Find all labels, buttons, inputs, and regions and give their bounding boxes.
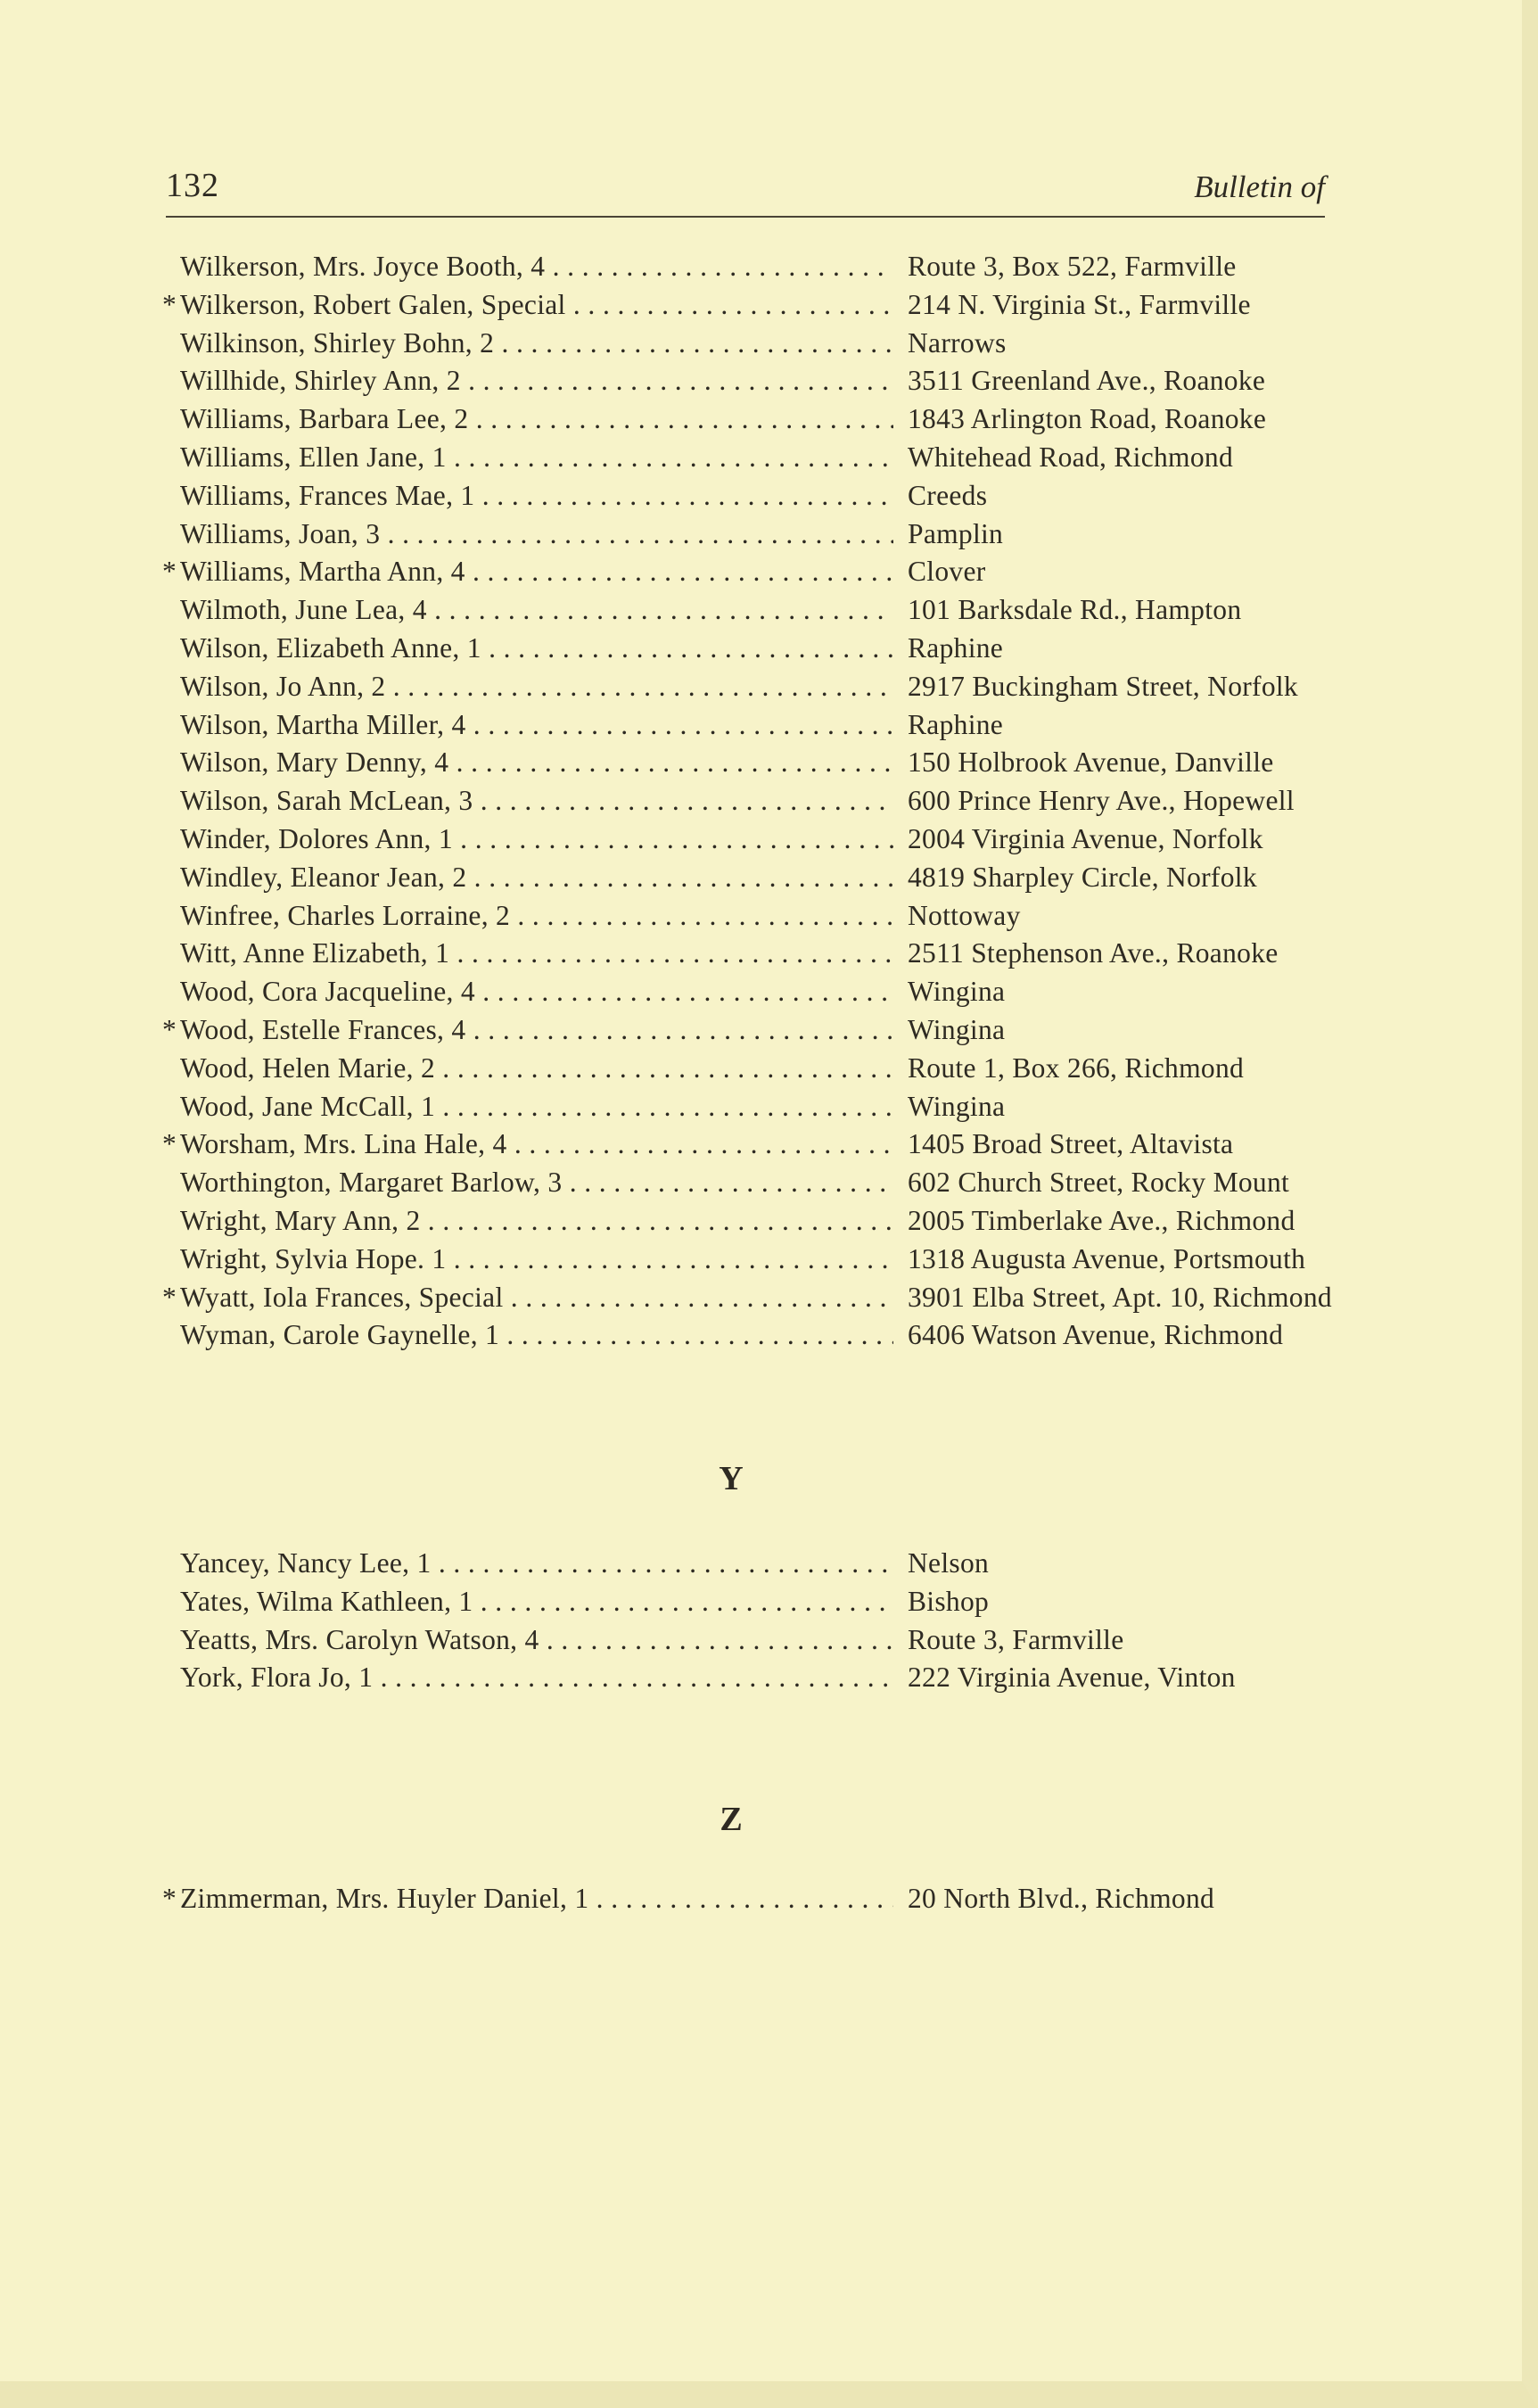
directory-entry bbox=[166, 1316, 1325, 1355]
alumna-marker: * bbox=[162, 1281, 177, 1313]
entry-name: Wilkerson, Robert Galen, Special . . . bbox=[180, 286, 893, 325]
directory-entry bbox=[166, 400, 1325, 439]
entry-name: Wilkinson, Shirley Bohn, 2 . . . bbox=[180, 325, 893, 363]
directory-entry bbox=[166, 1545, 1325, 1583]
directory-list-z bbox=[162, 1880, 1325, 1918]
entry-address: 6406 Watson Avenue, Richmond bbox=[904, 1316, 1283, 1355]
entry-address: Raphine bbox=[904, 630, 1003, 668]
entry-address: Wingina bbox=[904, 973, 1005, 1011]
entry-name: Yancey, Nancy Lee, 1 . . . bbox=[180, 1545, 893, 1583]
directory-entry bbox=[162, 1011, 1325, 1050]
entry-address: Pamplin bbox=[904, 515, 1003, 554]
entry-address: 3901 Elba Street, Apt. 10, Richmond bbox=[904, 1279, 1332, 1317]
entry-name: Wilson, Jo Ann, 2 . . . bbox=[180, 668, 893, 706]
directory-entry bbox=[162, 1279, 1332, 1317]
entry-address: 150 Holbrook Avenue, Danville bbox=[904, 744, 1274, 782]
directory-entry bbox=[166, 1621, 1325, 1660]
entry-address: 222 Virginia Avenue, Vinton bbox=[904, 1659, 1236, 1697]
entry-name: Worsham, Mrs. Lina Hale, 4 . . . bbox=[180, 1126, 893, 1164]
entry-name: Williams, Joan, 3 . . . bbox=[180, 515, 893, 554]
entry-name: Williams, Barbara Lee, 2 . . . bbox=[180, 400, 893, 439]
directory-entry bbox=[166, 1241, 1325, 1279]
entry-name: Willhide, Shirley Ann, 2 . . . bbox=[180, 362, 893, 400]
section-letter-z: Z bbox=[720, 1801, 743, 1838]
entry-name: Winder, Dolores Ann, 1 . . . bbox=[180, 821, 893, 859]
directory-entry bbox=[166, 515, 1325, 554]
entry-address: 101 Barksdale Rd., Hampton bbox=[904, 591, 1241, 630]
entry-name: Wilmoth, June Lea, 4 . . . bbox=[180, 591, 893, 630]
entry-name: Zimmerman, Mrs. Huyler Daniel, 1 . . . bbox=[180, 1880, 893, 1918]
entry-name: Wood, Helen Marie, 2 . . . bbox=[180, 1050, 893, 1088]
directory-entry bbox=[166, 668, 1325, 706]
alumna-marker: * bbox=[162, 1883, 177, 1914]
entry-address: Whitehead Road, Richmond bbox=[904, 439, 1233, 477]
entry-address: Wingina bbox=[904, 1011, 1005, 1050]
entry-name: Williams, Frances Mae, 1 . . . bbox=[180, 477, 893, 515]
entry-name: Yeatts, Mrs. Carolyn Watson, 4 . . . bbox=[180, 1621, 893, 1660]
alumna-marker: * bbox=[162, 1128, 177, 1160]
entry-address: 4819 Sharpley Circle, Norfolk bbox=[904, 859, 1257, 897]
directory-entry bbox=[162, 1126, 1325, 1164]
directory-entry bbox=[166, 821, 1325, 859]
directory-list-y bbox=[166, 1545, 1325, 1697]
directory-entry bbox=[162, 1880, 1325, 1918]
directory-entry bbox=[166, 973, 1325, 1011]
entry-name: Wilson, Martha Miller, 4 . . . bbox=[180, 706, 893, 745]
directory-entry bbox=[166, 248, 1325, 286]
entry-name: Wyman, Carole Gaynelle, 1 . . . bbox=[180, 1316, 893, 1355]
entry-address: 2005 Timberlake Ave., Richmond bbox=[904, 1202, 1295, 1241]
directory-entry bbox=[166, 1202, 1325, 1241]
entry-address: Raphine bbox=[904, 706, 1003, 745]
entry-name: Wilson, Sarah McLean, 3 . . . bbox=[180, 782, 893, 821]
entry-name: Windley, Eleanor Jean, 2 . . . bbox=[180, 859, 893, 897]
directory-entry bbox=[166, 477, 1325, 515]
entry-address: Route 1, Box 266, Richmond bbox=[904, 1050, 1244, 1088]
entry-name: Wright, Mary Ann, 2 . . . bbox=[180, 1202, 893, 1241]
directory-entry bbox=[166, 935, 1325, 973]
entry-address: Nottoway bbox=[904, 897, 1021, 936]
entry-address: 1843 Arlington Road, Roanoke bbox=[904, 400, 1266, 439]
directory-entry bbox=[166, 1659, 1325, 1697]
entry-address: Route 3, Box 522, Farmville bbox=[904, 248, 1237, 286]
directory-entry bbox=[166, 897, 1325, 936]
entry-name: Winfree, Charles Lorraine, 2 . . . bbox=[180, 897, 893, 936]
directory-entry bbox=[166, 325, 1325, 363]
entry-address: Clover bbox=[904, 553, 986, 591]
entry-name: Worthington, Margaret Barlow, 3 . . . bbox=[180, 1164, 893, 1202]
directory-entry bbox=[166, 706, 1325, 745]
directory-entry bbox=[166, 1050, 1325, 1088]
entry-name: Wilkerson, Mrs. Joyce Booth, 4 . . . bbox=[180, 248, 893, 286]
entry-name: Wilson, Elizabeth Anne, 1 . . . bbox=[180, 630, 893, 668]
page-number: 132 bbox=[166, 167, 219, 204]
entry-name: Wyatt, Iola Frances, Special . . . bbox=[180, 1279, 893, 1317]
directory-entry bbox=[162, 286, 1325, 325]
entry-name: Yates, Wilma Kathleen, 1 . . . bbox=[180, 1583, 893, 1621]
alumna-marker: * bbox=[162, 288, 177, 320]
directory-entry bbox=[166, 1583, 1325, 1621]
entry-address: 602 Church Street, Rocky Mount bbox=[904, 1164, 1289, 1202]
running-title: Bulletin of bbox=[1194, 169, 1325, 204]
directory-entry bbox=[166, 1088, 1325, 1126]
directory-entry bbox=[166, 362, 1325, 400]
directory-list-w bbox=[162, 248, 1332, 1355]
entry-address: 2004 Virginia Avenue, Norfolk bbox=[904, 821, 1263, 859]
entry-address: Nelson bbox=[904, 1545, 989, 1583]
entry-address: Creeds bbox=[904, 477, 987, 515]
entry-address: 2511 Stephenson Ave., Roanoke bbox=[904, 935, 1279, 973]
entry-name: York, Flora Jo, 1 . . . bbox=[180, 1659, 893, 1697]
directory-entry bbox=[166, 1164, 1325, 1202]
entry-address: Narrows bbox=[904, 325, 1007, 363]
alumna-marker: * bbox=[162, 556, 177, 588]
entry-address: 3511 Greenland Ave., Roanoke bbox=[904, 362, 1265, 400]
directory-entry bbox=[166, 439, 1325, 477]
entry-name: Williams, Ellen Jane, 1 . . . bbox=[180, 439, 893, 477]
entry-address: 1405 Broad Street, Altavista bbox=[904, 1126, 1233, 1164]
entry-address: Wingina bbox=[904, 1088, 1005, 1126]
entry-name: Witt, Anne Elizabeth, 1 . . . bbox=[180, 935, 893, 973]
entry-name: Wood, Jane McCall, 1 . . . bbox=[180, 1088, 893, 1126]
section-letter-y: Y bbox=[719, 1460, 744, 1497]
entry-name: Wilson, Mary Denny, 4 . . . bbox=[180, 744, 893, 782]
entry-address: 1318 Augusta Avenue, Portsmouth bbox=[904, 1241, 1305, 1279]
entry-name: Wright, Sylvia Hope. 1 . . . bbox=[180, 1241, 893, 1279]
entry-name: Wood, Estelle Frances, 4 . . . bbox=[180, 1011, 893, 1050]
directory-entry bbox=[166, 744, 1325, 782]
directory-entry bbox=[166, 630, 1325, 668]
entry-name: Wood, Cora Jacqueline, 4 . . . bbox=[180, 973, 893, 1011]
entry-address: Route 3, Farmville bbox=[904, 1621, 1124, 1660]
directory-entry bbox=[166, 859, 1325, 897]
entry-address: 2917 Buckingham Street, Norfolk bbox=[904, 668, 1298, 706]
directory-entry bbox=[162, 553, 1325, 591]
entry-address: 20 North Blvd., Richmond bbox=[904, 1880, 1214, 1918]
directory-entry bbox=[166, 591, 1325, 630]
entry-address: 214 N. Virginia St., Farmville bbox=[904, 286, 1251, 325]
entry-name: Williams, Martha Ann, 4 . . . bbox=[180, 553, 893, 591]
directory-entry bbox=[166, 782, 1325, 821]
entry-address: Bishop bbox=[904, 1583, 989, 1621]
page-header bbox=[166, 161, 1325, 218]
entry-address: 600 Prince Henry Ave., Hopewell bbox=[904, 782, 1295, 821]
alumna-marker: * bbox=[162, 1013, 177, 1045]
